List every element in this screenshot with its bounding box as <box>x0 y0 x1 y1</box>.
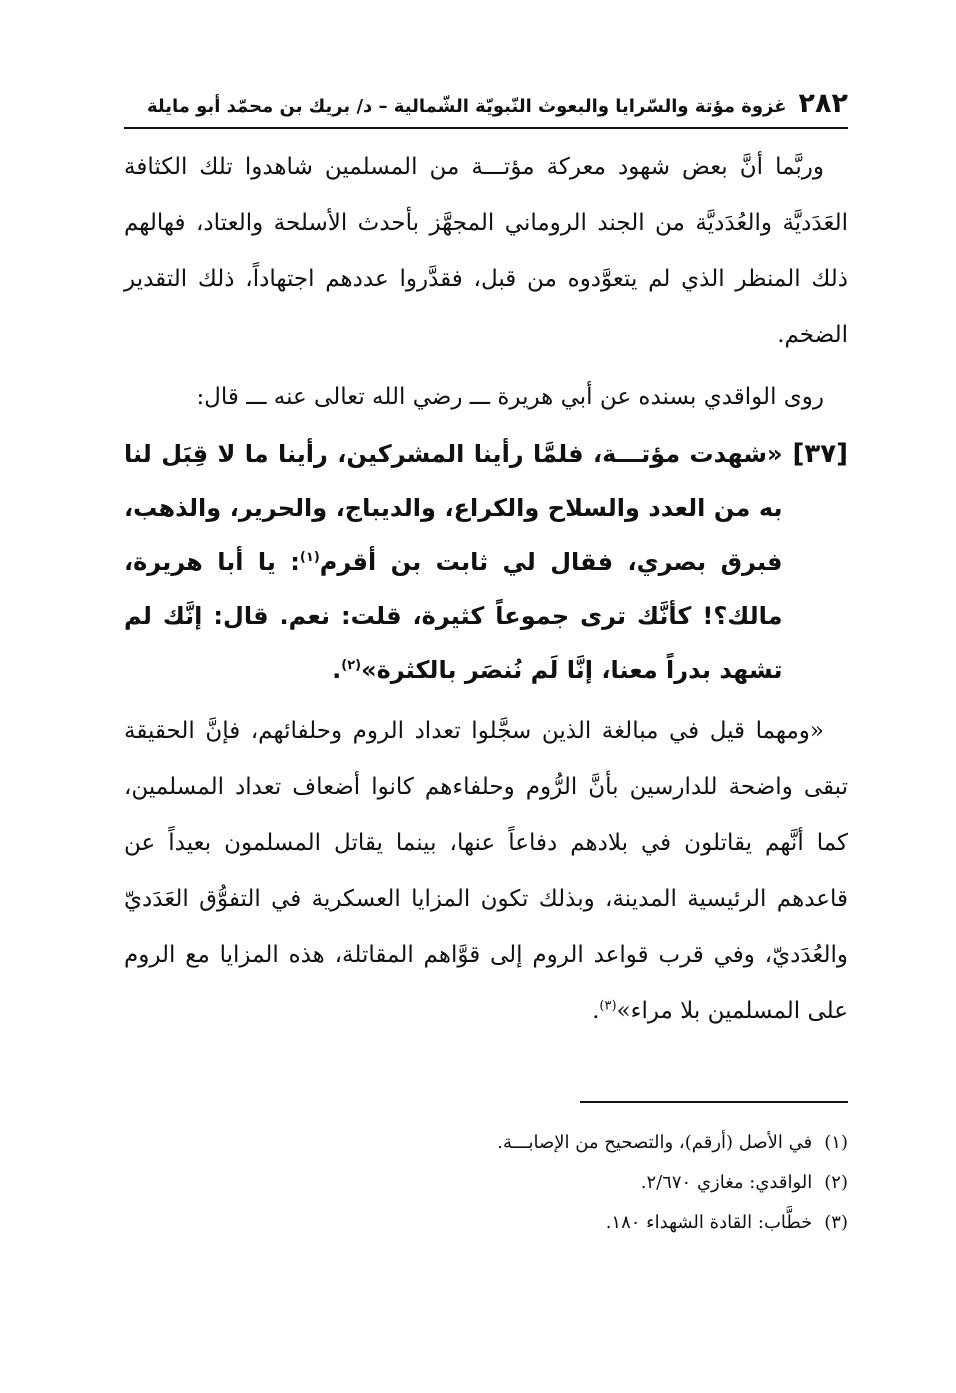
hadith-number: [٣٧] <box>792 439 848 469</box>
hadith-text-part-2: : يا أبا هريرة، مالك؟! كأنَّك ترى جموعاً كثيرة، قلت: نعم. قال: إنَّك لم تشهد بدراً معنا، إنَّا لَم نُنصَر بالكثرة» <box>124 548 783 684</box>
footnote-number: (١) <box>824 1132 848 1153</box>
footnote-ref-1[interactable]: (١) <box>299 550 320 565</box>
paragraph-3 <box>124 703 848 1039</box>
hadith-text-part-1: «شهدت مؤتـــة، فلمَّا رأينا المشركين، رأينا ما لا قِبَل لنا به من العدد والسلاح والكراع، والديباج، والحرير، والذهب، فبرق بصري، فقال لي ثابت بن أقرم <box>124 440 783 576</box>
footnote-number: (٢) <box>824 1172 848 1193</box>
footnote-text: خطَّاب: القادة الشهداء ١٨٠. <box>605 1212 813 1233</box>
paragraph-2: روى الواقدي بسنده عن أبي هريرة ـــ رضي الله تعالى عنه ـــ قال: <box>196 384 824 410</box>
hadith-text-end: . <box>332 656 342 684</box>
page-number: ٢٨٢ <box>798 88 848 119</box>
footnote-2 <box>124 1163 848 1203</box>
footnote-ref-2[interactable]: (٢) <box>341 658 362 673</box>
footnote-divider <box>580 1101 848 1103</box>
footnote-3 <box>124 1203 848 1243</box>
book-title: غزوة مؤتة والسّرايا والبعوث النّبويّة الشّمالية – د/ بريك بن محمّد أبو مايلة <box>146 96 787 117</box>
book-page <box>124 88 848 1243</box>
paragraph-1: وربَّما أنَّ بعض شهود معركة مؤتـــة من المسلمين شاهدوا تلك الكثافة العَدَديَّة والعُدَديَّة من الجند الروماني المجهَّز بأحدث الأسلحة والعتاد، فهالهم ذلك المنظر الذي لم يتعوَّدوه من قبل، فقدَّروا عددهم اجتهاداً، ذلك التقدير الضخم. <box>124 154 848 348</box>
footnotes <box>124 1123 848 1243</box>
footnote-1 <box>124 1123 848 1163</box>
paragraph-3-text: «ومهما قيل في مبالغة الذين سجَّلوا تعداد الروم وحلفائهم، فإنَّ الحقيقة تبقى واضحة للدارسين بأنَّ الرُّوم وحلفاءهم كانوا أضعاف تعداد المسلمين، كما أنَّهم يقاتلون في بلادهم دفاعاً عنها، بينما يقاتل المسلمون بعيداً عن قاعدهم الرئيسية المدينة، وبذلك تكون المزايا العسكرية في التفوُّق العَدَديّ والعُدَديّ، وفي قرب قواعد الروم إلى قوَّاهم المقاتلة، هذه المزايا مع الروم على المسلمين بلا مراء» <box>124 718 848 1024</box>
footnote-ref-3[interactable]: (٣) <box>599 998 617 1014</box>
paragraph-3-end: . <box>592 998 600 1024</box>
footnote-text: في الأصل (أرقم)، والتصحيح من الإصابـــة. <box>497 1132 813 1153</box>
running-header <box>124 88 848 129</box>
hadith-quote <box>124 427 848 697</box>
footnote-number: (٣) <box>824 1212 848 1233</box>
hadith-text <box>124 427 782 697</box>
footnote-text: الواقدي: مغازي ٢/٦٧٠. <box>640 1172 813 1193</box>
